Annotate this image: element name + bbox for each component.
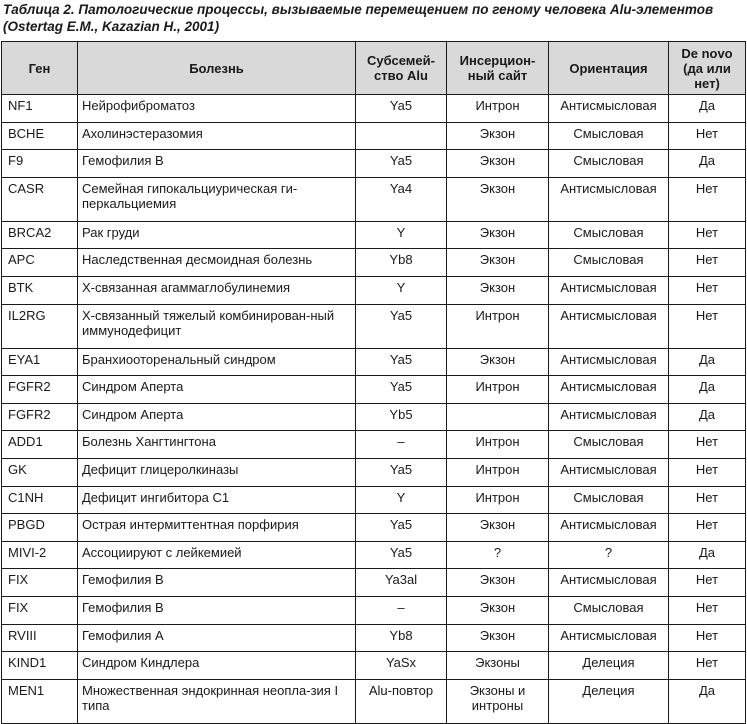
cell-insertion-site: Интрон — [447, 95, 549, 123]
cell-de-novo: Нет — [669, 431, 746, 459]
cell-insertion-site: Экзоны — [447, 652, 549, 680]
cell-de-novo: Да — [669, 376, 746, 404]
cell-insertion-site: Экзон — [447, 249, 549, 277]
cell-disease: Нейрофиброматоз — [78, 95, 356, 123]
header-orientation: Ориентация — [549, 42, 669, 95]
cell-orientation: Смысловая — [549, 249, 669, 277]
table-row — [2, 221, 746, 249]
cell-orientation: Смысловая — [549, 431, 669, 459]
table-row — [2, 150, 746, 178]
cell-alu-subfamily: Y — [356, 486, 447, 514]
caption-line-2: (Ostertag E.M., Kazazian H., 2001) — [3, 19, 220, 34]
cell-orientation: Антисмысловая — [549, 95, 669, 123]
cell-insertion-site: Экзон — [447, 221, 549, 249]
cell-insertion-site: Экзон — [447, 276, 549, 304]
cell-disease: Ахолинэстеразомия — [78, 122, 356, 150]
cell-orientation: Антисмысловая — [549, 348, 669, 376]
table-row — [2, 304, 746, 348]
cell-de-novo: Нет — [669, 596, 746, 624]
cell-disease: Семейная гипокальциурическая ги-перкальциемия — [78, 177, 356, 221]
cell-de-novo: Да — [669, 541, 746, 569]
cell-insertion-site: Интрон — [447, 431, 549, 459]
cell-orientation: Смысловая — [549, 486, 669, 514]
cell-alu-subfamily: Yb5 — [356, 403, 447, 431]
cell-gene: KIND1 — [2, 652, 78, 680]
cell-disease: Рак груди — [78, 221, 356, 249]
cell-insertion-site: Экзон — [447, 514, 549, 542]
table-row — [2, 569, 746, 597]
cell-insertion-site: Интрон — [447, 376, 549, 404]
cell-gene: FGFR2 — [2, 403, 78, 431]
cell-alu-subfamily: Yb8 — [356, 249, 447, 277]
header-disease: Болезнь — [78, 42, 356, 95]
table-row — [2, 376, 746, 404]
cell-de-novo: Нет — [669, 486, 746, 514]
cell-alu-subfamily: Ya3al — [356, 569, 447, 597]
cell-orientation: Антисмысловая — [549, 304, 669, 348]
cell-alu-subfamily: Ya5 — [356, 348, 447, 376]
cell-de-novo: Нет — [669, 304, 746, 348]
cell-disease: Дефицит глицеролкиназы — [78, 458, 356, 486]
cell-disease: Гемофилия B — [78, 150, 356, 178]
cell-insertion-site: Интрон — [447, 304, 549, 348]
cell-insertion-site: Экзон — [447, 348, 549, 376]
cell-gene: FIX — [2, 569, 78, 597]
cell-de-novo: Нет — [669, 122, 746, 150]
alu-diseases-table — [1, 41, 746, 724]
cell-gene: ADD1 — [2, 431, 78, 459]
cell-gene: C1NH — [2, 486, 78, 514]
cell-alu-subfamily: Alu-повтор — [356, 679, 447, 723]
cell-gene: RVIII — [2, 624, 78, 652]
cell-de-novo: Нет — [669, 276, 746, 304]
table-row — [2, 348, 746, 376]
cell-insertion-site: Экзон — [447, 596, 549, 624]
cell-gene: FIX — [2, 596, 78, 624]
header-insertion-site: Инсерцион-ный сайт — [447, 42, 549, 95]
cell-de-novo: Да — [669, 150, 746, 178]
cell-de-novo: Да — [669, 403, 746, 431]
cell-disease: Ассоциируют с лейкемией — [78, 541, 356, 569]
cell-orientation: Смысловая — [549, 122, 669, 150]
caption-line-1: Таблица 2. Патологические процессы, вызываемые перемещением по геному человека Alu-элементов — [3, 2, 714, 17]
cell-orientation: Антисмысловая — [549, 624, 669, 652]
cell-de-novo: Нет — [669, 514, 746, 542]
table-row — [2, 458, 746, 486]
table-row — [2, 679, 746, 723]
cell-gene: PBGD — [2, 514, 78, 542]
cell-alu-subfamily: Ya4 — [356, 177, 447, 221]
cell-orientation: Делеция — [549, 679, 669, 723]
cell-alu-subfamily: Ya5 — [356, 541, 447, 569]
table-row — [2, 95, 746, 123]
table-row — [2, 541, 746, 569]
cell-orientation: ? — [549, 541, 669, 569]
cell-alu-subfamily: Ya5 — [356, 514, 447, 542]
cell-disease: Дефицит ингибитора C1 — [78, 486, 356, 514]
cell-alu-subfamily: Y — [356, 221, 447, 249]
cell-de-novo: Нет — [669, 569, 746, 597]
cell-disease: Синдром Aперта — [78, 403, 356, 431]
header-de-novo: De novo (да или нет) — [669, 42, 746, 95]
cell-insertion-site: Экзон — [447, 150, 549, 178]
cell-insertion-site: Экзоны и интроны — [447, 679, 549, 723]
cell-alu-subfamily: Y — [356, 276, 447, 304]
cell-disease: X-связанная агаммаглобулинемия — [78, 276, 356, 304]
cell-gene: MIVI-2 — [2, 541, 78, 569]
cell-de-novo: Да — [669, 348, 746, 376]
cell-disease: Наследственная десмоидная болезнь — [78, 249, 356, 277]
cell-gene: MEN1 — [2, 679, 78, 723]
cell-alu-subfamily: YaSx — [356, 652, 447, 680]
table-row — [2, 652, 746, 680]
cell-orientation: Антисмысловая — [549, 376, 669, 404]
cell-de-novo: Да — [669, 679, 746, 723]
cell-insertion-site: Интрон — [447, 486, 549, 514]
table-row — [2, 486, 746, 514]
cell-de-novo: Нет — [669, 249, 746, 277]
cell-gene: BRCA2 — [2, 221, 78, 249]
cell-insertion-site: Экзон — [447, 177, 549, 221]
cell-alu-subfamily: – — [356, 431, 447, 459]
cell-gene: EYA1 — [2, 348, 78, 376]
cell-gene: GK — [2, 458, 78, 486]
cell-orientation: Смысловая — [549, 221, 669, 249]
cell-disease: Гемофилия B — [78, 569, 356, 597]
cell-orientation: Антисмысловая — [549, 403, 669, 431]
cell-insertion-site: Экзон — [447, 569, 549, 597]
cell-alu-subfamily: Ya5 — [356, 458, 447, 486]
table-row — [2, 624, 746, 652]
cell-alu-subfamily: Ya5 — [356, 376, 447, 404]
cell-de-novo: Нет — [669, 624, 746, 652]
cell-gene: F9 — [2, 150, 78, 178]
cell-alu-subfamily: Ya5 — [356, 150, 447, 178]
cell-disease: Гемофилия A — [78, 624, 356, 652]
cell-orientation: Антисмысловая — [549, 458, 669, 486]
cell-gene: FGFR2 — [2, 376, 78, 404]
cell-disease: Бранхиооторенальный синдром — [78, 348, 356, 376]
cell-alu-subfamily: Yb8 — [356, 624, 447, 652]
cell-disease: Множественная эндокринная неопла-зия I типа — [78, 679, 356, 723]
cell-orientation: Антисмысловая — [549, 569, 669, 597]
cell-de-novo: Нет — [669, 652, 746, 680]
cell-alu-subfamily: Ya5 — [356, 304, 447, 348]
cell-orientation: Антисмысловая — [549, 177, 669, 221]
cell-insertion-site — [447, 403, 549, 431]
header-gene: Ген — [2, 42, 78, 95]
cell-disease: Синдром Киндлера — [78, 652, 356, 680]
cell-insertion-site: ? — [447, 541, 549, 569]
cell-gene: CASR — [2, 177, 78, 221]
cell-de-novo: Нет — [669, 458, 746, 486]
cell-orientation: Антисмысловая — [549, 514, 669, 542]
table-row — [2, 276, 746, 304]
table-row — [2, 122, 746, 150]
cell-de-novo: Нет — [669, 221, 746, 249]
cell-disease: Гемофилия B — [78, 596, 356, 624]
cell-insertion-site: Интрон — [447, 458, 549, 486]
cell-disease: Синдром Aперта — [78, 376, 356, 404]
cell-alu-subfamily — [356, 122, 447, 150]
cell-orientation: Смысловая — [549, 150, 669, 178]
cell-de-novo: Да — [669, 95, 746, 123]
header-alu-subfamily: Субсемей-ство Alu — [356, 42, 447, 95]
table-caption — [3, 1, 745, 35]
table-row — [2, 249, 746, 277]
cell-disease: X-связанный тяжелый комбинирован-ный иммунодефицит — [78, 304, 356, 348]
cell-alu-subfamily: – — [356, 596, 447, 624]
cell-gene: BCHE — [2, 122, 78, 150]
cell-orientation: Смысловая — [549, 596, 669, 624]
table-row — [2, 514, 746, 542]
table-row — [2, 431, 746, 459]
table-row — [2, 177, 746, 221]
cell-insertion-site: Экзон — [447, 624, 549, 652]
cell-insertion-site: Экзон — [447, 122, 549, 150]
cell-gene: NF1 — [2, 95, 78, 123]
cell-gene: BTK — [2, 276, 78, 304]
cell-gene: APC — [2, 249, 78, 277]
cell-disease: Острая интермиттентная порфирия — [78, 514, 356, 542]
table-row — [2, 403, 746, 431]
cell-disease: Болезнь Хангтингтона — [78, 431, 356, 459]
table-header-row — [2, 42, 746, 95]
cell-de-novo: Нет — [669, 177, 746, 221]
cell-orientation: Антисмысловая — [549, 276, 669, 304]
cell-orientation: Делеция — [549, 652, 669, 680]
cell-alu-subfamily: Ya5 — [356, 95, 447, 123]
cell-gene: IL2RG — [2, 304, 78, 348]
table-body — [2, 95, 746, 724]
